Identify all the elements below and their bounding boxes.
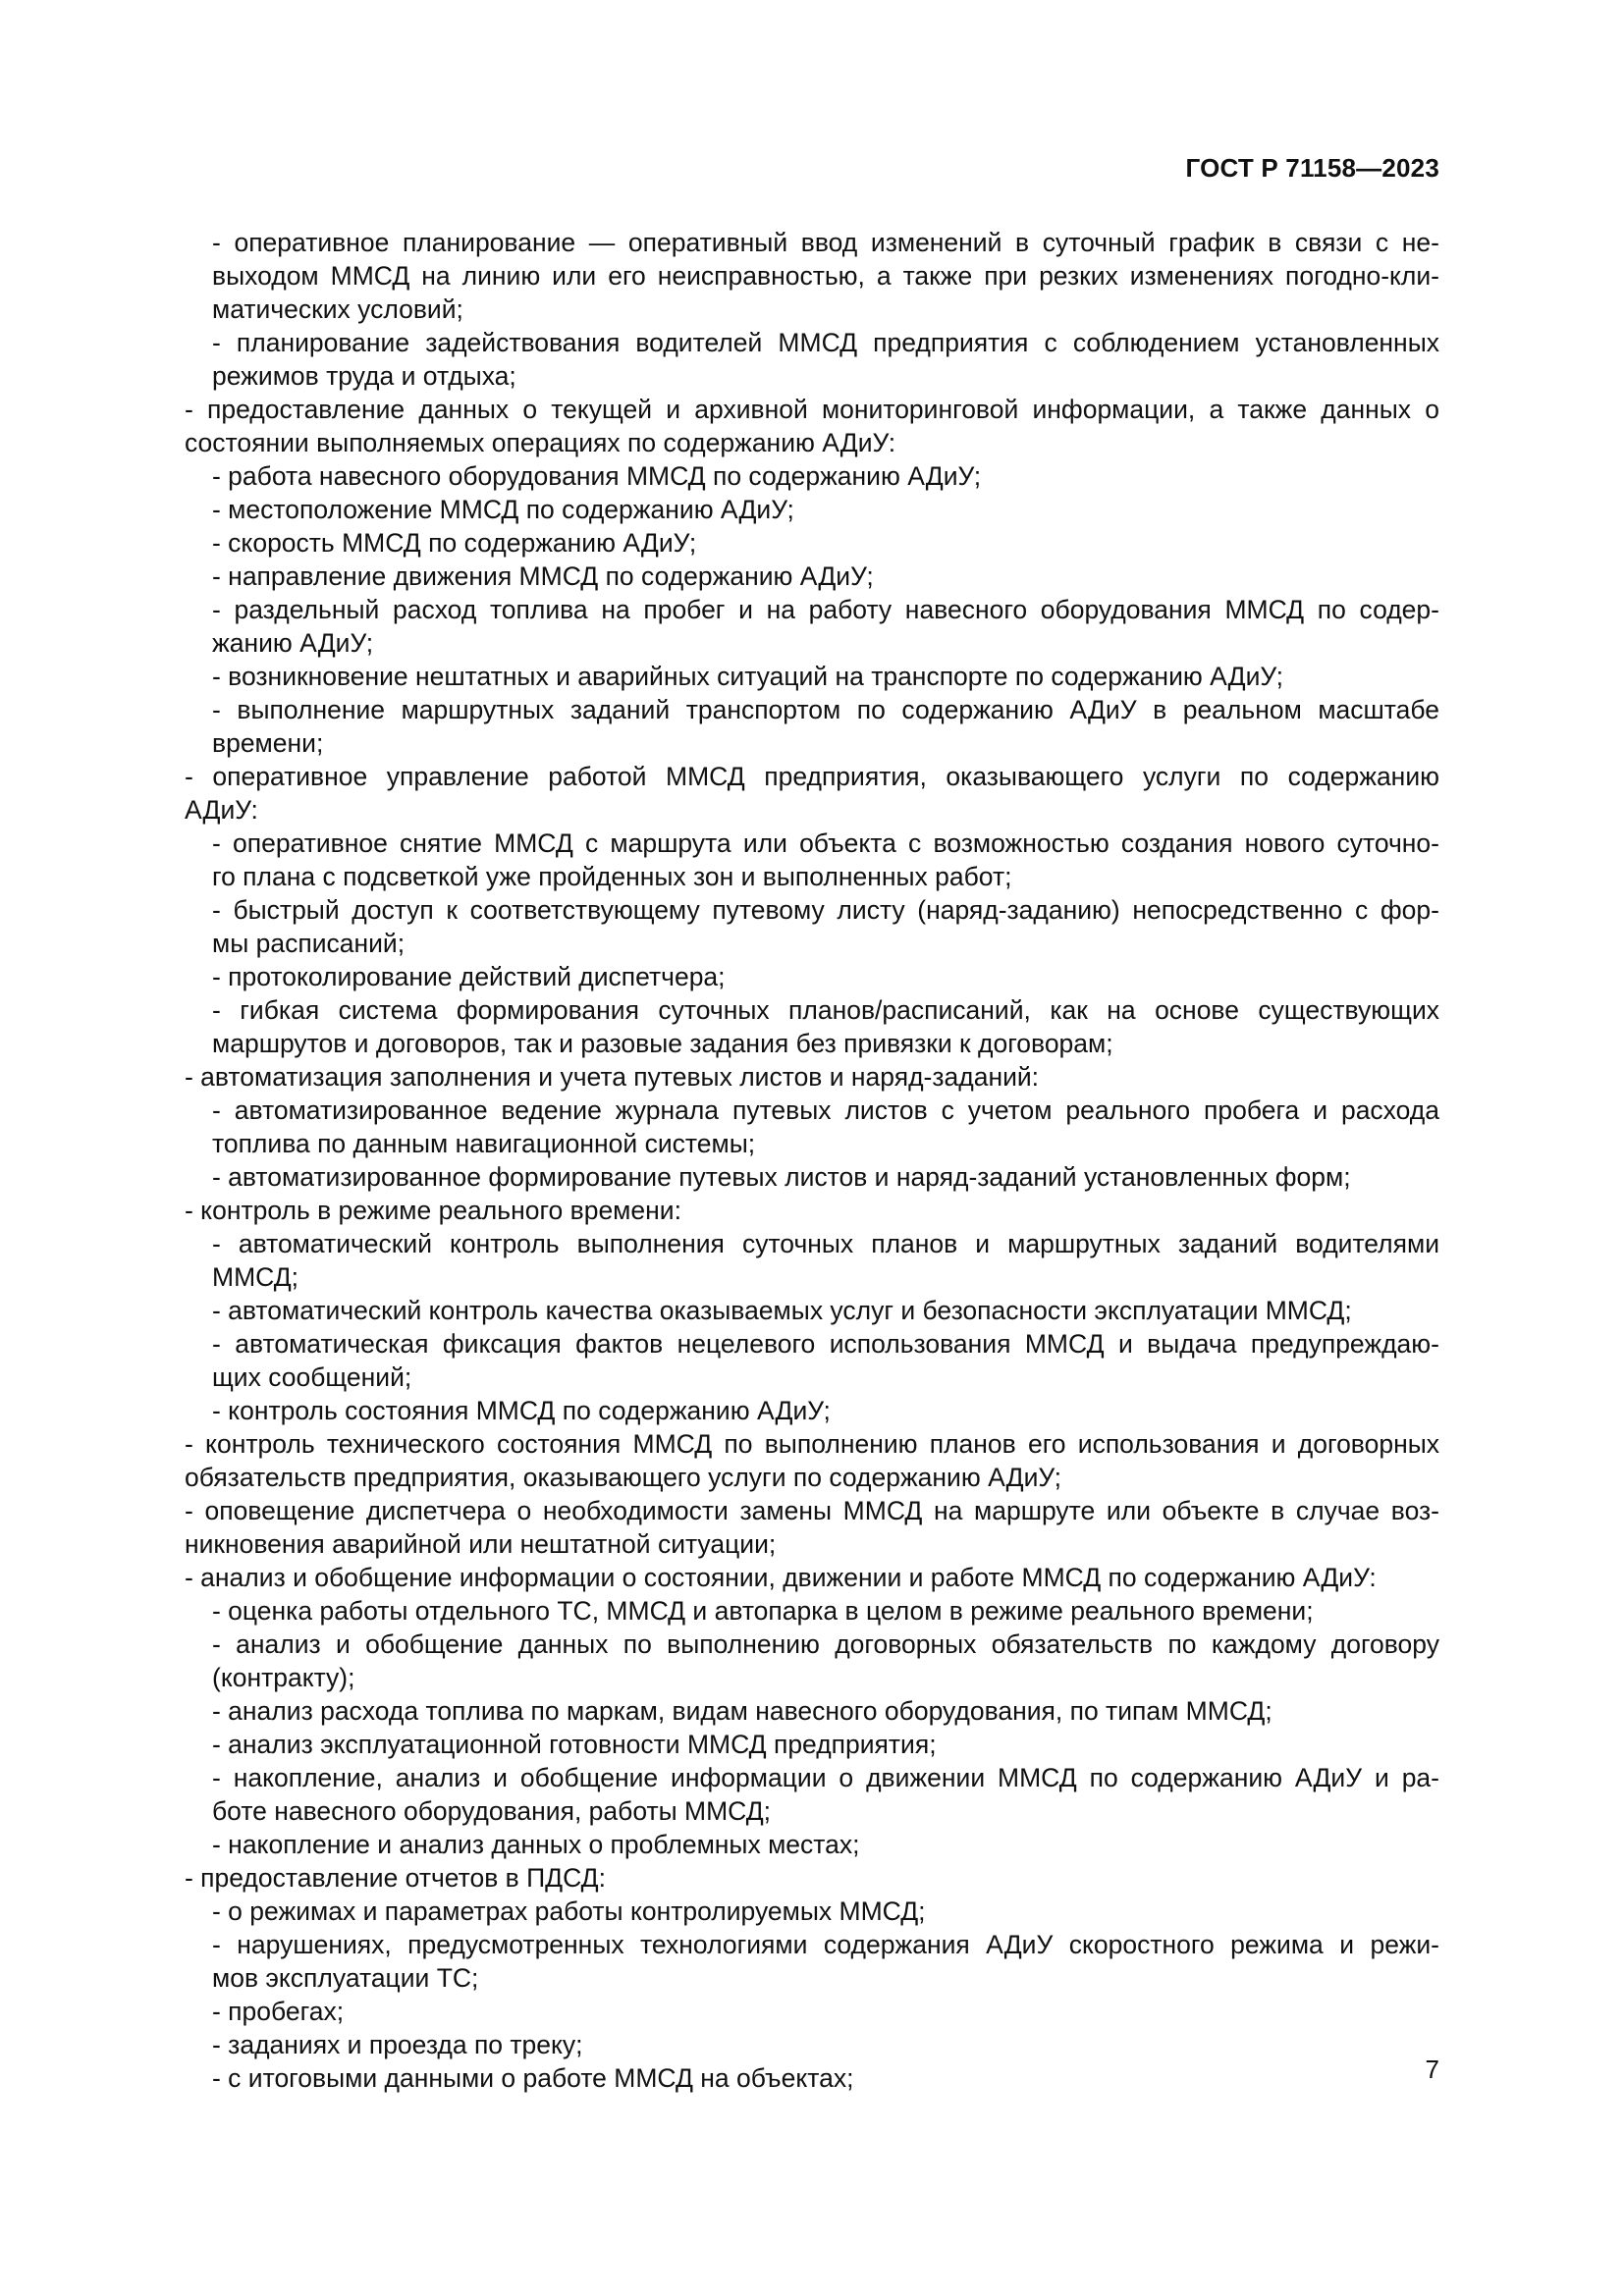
text-line: ММСД; (212, 1262, 299, 1292)
sub-list-item (118, 493, 1439, 526)
text-line: - протоколирование действий диспетчера; (212, 962, 726, 991)
text-line: - оповещение диспетчера о необходимости замены ММСД на маршруте или объекте в случае воз- (185, 1496, 1439, 1525)
sub-list-item (118, 693, 1439, 760)
text-line: - автоматизированное ведение журнала путевых листов с учетом реального пробега и расхода (212, 1095, 1439, 1125)
text-line: - выполнение маршрутных заданий транспортом по содержанию АДиУ в реальном масштабе (212, 695, 1439, 724)
text-line: - оперативное снятие ММСД с маршрута или объекта с возможностью создания нового суточно- (212, 828, 1439, 858)
text-line: топлива по данным навигационной системы; (212, 1129, 756, 1158)
text-line: - накопление и анализ данных о проблемных местах; (212, 1830, 860, 1859)
text-line: - пробегах; (212, 1997, 345, 2026)
text-line: - гибкая система формирования суточных планов/расписаний, как на основе существующих (212, 995, 1439, 1025)
document-body (118, 226, 1439, 2095)
sub-list-item (118, 1227, 1439, 1294)
sub-list-item (118, 560, 1439, 593)
text-line: - анализ и обобщение данных по выполнению договорных обязательств по каждому договору (212, 1629, 1439, 1659)
text-line: (контракту); (212, 1663, 355, 1692)
sub-list-item (118, 226, 1439, 326)
text-line: боте навесного оборудования, работы ММСД; (212, 1796, 772, 1826)
sub-list-item (118, 1160, 1439, 1194)
sub-list-item (118, 1995, 1439, 2028)
text-line: режимов труда и отдыха; (212, 361, 516, 391)
sub-list-item (118, 1394, 1439, 1427)
text-line: выходом ММСД на линию или его неисправностью, а также при резких изменениях погодно-кли- (212, 261, 1439, 291)
text-line: щих сообщений; (212, 1362, 412, 1392)
text-line: - возникновение нештатных и аварийных ситуаций на транспорте по содержанию АДиУ; (212, 662, 1284, 691)
sub-list-item (118, 1928, 1439, 1995)
sub-list-item (118, 1094, 1439, 1160)
sub-list-item (118, 2061, 1439, 2095)
text-line: состоянии выполняемых операциях по содержанию АДиУ: (185, 428, 896, 457)
text-line: - планирование задействования водителей ММСД предприятия с соблюдением установленных (212, 328, 1439, 357)
text-line: - направление движения ММСД по содержанию АДиУ; (212, 561, 874, 591)
text-line: маршрутов и договоров, так и разовые задания без привязки к договорам; (212, 1029, 1113, 1058)
sub-list-item (118, 1294, 1439, 1327)
text-line: - предоставление данных о текущей и архивной мониторинговой информации, а также данных о (185, 395, 1439, 424)
text-line: - о режимах и параметрах работы контролируемых ММСД; (212, 1896, 926, 1926)
text-line: - контроль в режиме реального времени: (185, 1196, 681, 1225)
text-line: - с итоговыми данными о работе ММСД на объектах; (212, 2063, 854, 2093)
text-line: - контроль состояния ММСД по содержанию АДиУ; (212, 1396, 831, 1425)
page-number: 7 (1425, 2055, 1439, 2084)
sub-list-item (118, 1694, 1439, 1728)
text-line: мы расписаний; (212, 929, 406, 958)
text-line: АДиУ: (185, 795, 258, 825)
text-line: жанию АДиУ; (212, 628, 374, 658)
text-line: - контроль технического состояния ММСД по выполнению планов его использования и договорных (185, 1429, 1439, 1459)
sub-list-item (118, 1828, 1439, 1861)
text-line: - накопление, анализ и обобщение информации о движении ММСД по содержанию АДиУ и ра- (212, 1763, 1439, 1792)
sub-list-item (118, 960, 1439, 993)
sub-list-item (118, 1327, 1439, 1394)
text-line: - работа навесного оборудования ММСД по содержанию АДиУ; (212, 461, 982, 491)
list-item (118, 1194, 1439, 1227)
text-line: никновения аварийной или нештатной ситуации; (185, 1529, 777, 1559)
text-line: мов эксплуатации ТС; (212, 1963, 479, 1993)
sub-list-item (118, 1761, 1439, 1828)
sub-list-item (118, 1628, 1439, 1694)
sub-list-item (118, 2028, 1439, 2061)
text-line: обязательств предприятия, оказывающего услуги по содержанию АДиУ; (185, 1463, 1062, 1492)
text-line: - оперативное управление работой ММСД предприятия, оказывающего услуги по содержанию (185, 762, 1439, 791)
sub-list-item (118, 993, 1439, 1060)
text-line: - местоположение ММСД по содержанию АДиУ; (212, 495, 794, 524)
text-line: - оперативное планирование — оперативный ввод изменений в суточный график в связи с не- (212, 228, 1439, 257)
list-item (118, 1427, 1439, 1494)
text-line: - анализ и обобщение информации о состоянии, движении и работе ММСД по содержанию АДиУ: (185, 1563, 1377, 1592)
text-line: - автоматизация заполнения и учета путевых листов и наряд-заданий: (185, 1062, 1040, 1092)
sub-list-item (118, 526, 1439, 560)
text-line: - нарушениях, предусмотренных технологиями содержания АДиУ скоростного режима и режи- (212, 1930, 1439, 1959)
text-line: - автоматизированное формирование путевых листов и наряд-заданий установленных форм; (212, 1162, 1351, 1192)
text-line: - анализ расхода топлива по маркам, видам навесного оборудования, по типам ММСД; (212, 1696, 1272, 1726)
document-code-header: ГОСТ Р 71158—2023 (1185, 153, 1439, 183)
sub-list-item (118, 827, 1439, 893)
list-item (118, 1494, 1439, 1561)
sub-list-item (118, 893, 1439, 960)
list-item (118, 760, 1439, 827)
list-item (118, 393, 1439, 459)
sub-list-item (118, 1895, 1439, 1928)
sub-list-item (118, 1728, 1439, 1761)
text-line: - заданиях и проезда по треку; (212, 2030, 583, 2059)
sub-list-item (118, 1594, 1439, 1628)
text-line: - автоматический контроль выполнения суточных планов и маршрутных заданий водителями (212, 1229, 1439, 1258)
sub-list-item (118, 459, 1439, 493)
text-line: - автоматическая фиксация фактов нецелевого использования ММСД и выдача предупреждаю- (212, 1329, 1439, 1359)
text-line: - анализ эксплуатационной готовности ММСД предприятия; (212, 1730, 937, 1759)
text-line: матических условий; (212, 294, 463, 324)
text-line: - скорость ММСД по содержанию АДиУ; (212, 528, 697, 558)
text-line: времени; (212, 728, 324, 758)
list-item (118, 1561, 1439, 1594)
sub-list-item (118, 593, 1439, 660)
text-line: - автоматический контроль качества оказываемых услуг и безопасности эксплуатации ММСД; (212, 1296, 1352, 1325)
list-item (118, 1861, 1439, 1895)
text-line: - раздельный расход топлива на пробег и на работу навесного оборудования ММСД по содер- (212, 595, 1439, 624)
text-line: - оценка работы отдельного ТС, ММСД и автопарка в целом в режиме реального времени; (212, 1596, 1314, 1626)
sub-list-item (118, 326, 1439, 393)
sub-list-item (118, 660, 1439, 693)
text-line: - быстрый доступ к соответствующему путевому листу (наряд-заданию) непосредственно с фор- (212, 895, 1439, 925)
list-item (118, 1060, 1439, 1094)
text-line: - предоставление отчетов в ПДСД: (185, 1863, 606, 1893)
text-line: го плана с подсветкой уже пройденных зон и выполненных работ; (212, 862, 1012, 891)
